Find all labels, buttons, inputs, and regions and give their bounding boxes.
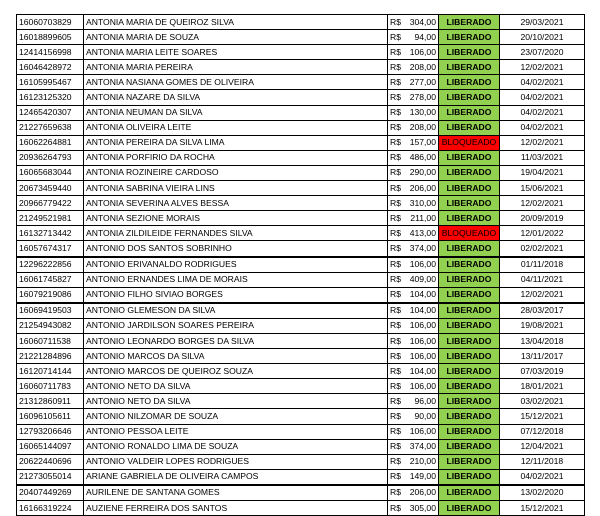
amount-cell [388, 150, 439, 165]
status-badge: LIBERADO [439, 303, 500, 319]
date-cell: 19/04/2021 [500, 165, 585, 180]
amount-cell [388, 90, 439, 105]
table-row [17, 105, 585, 120]
id-cell: 16060711783 [17, 379, 84, 394]
name-cell: ANTONIO NETO DA SILVA [84, 394, 388, 409]
table-row [17, 30, 585, 45]
id-cell: 21273055014 [17, 469, 84, 485]
currency-symbol: R$ [390, 46, 401, 57]
id-cell: 16062264881 [17, 135, 84, 150]
date-cell: 03/02/2021 [500, 394, 585, 409]
date-cell: 04/02/2021 [500, 469, 585, 485]
amount-cell [388, 485, 439, 501]
table-row [17, 120, 585, 135]
id-cell: 16060711538 [17, 333, 84, 348]
amount-cell [388, 181, 439, 196]
amount-cell [388, 318, 439, 333]
table-row [17, 364, 585, 379]
id-cell: 16060703829 [17, 15, 84, 30]
name-cell: ANTONIO PESSOA LEITE [84, 424, 388, 439]
currency-symbol: R$ [390, 410, 401, 421]
table-row [17, 241, 585, 257]
amount-value: 106,00 [409, 320, 436, 331]
id-cell: 12414156998 [17, 45, 84, 60]
amount-cell [388, 379, 439, 394]
amount-cell [388, 394, 439, 409]
currency-symbol: R$ [390, 259, 401, 270]
status-badge: LIBERADO [439, 379, 500, 394]
name-cell: ANTONIA SEZIONE MORAIS [84, 211, 388, 226]
name-cell: ANTONIO NILZOMAR DE SOUZA [84, 409, 388, 424]
status-badge: LIBERADO [439, 45, 500, 60]
table-row [17, 211, 585, 226]
date-cell: 04/02/2021 [500, 90, 585, 105]
currency-symbol: R$ [390, 456, 401, 467]
table-row [17, 90, 585, 105]
amount-value: 206,00 [409, 182, 436, 193]
amount-value: 374,00 [409, 242, 436, 253]
amount-cell [388, 303, 439, 319]
date-cell: 12/11/2018 [500, 454, 585, 469]
currency-symbol: R$ [390, 167, 401, 178]
status-badge: BLOQUEADO [439, 135, 500, 150]
status-badge: LIBERADO [439, 287, 500, 303]
date-cell: 01/11/2018 [500, 257, 585, 273]
id-cell: 21254943082 [17, 318, 84, 333]
name-cell: ANTONIA ROZINEIRE CARDOSO [84, 165, 388, 180]
date-cell: 20/10/2021 [500, 30, 585, 45]
id-cell: 20936264793 [17, 150, 84, 165]
amount-value: 206,00 [409, 487, 436, 498]
amount-value: 94,00 [414, 31, 436, 42]
date-cell: 04/11/2021 [500, 272, 585, 287]
id-cell: 16132713442 [17, 226, 84, 241]
currency-symbol: R$ [390, 426, 401, 437]
id-cell: 20407449269 [17, 485, 84, 501]
table-row [17, 318, 585, 333]
amount-cell [388, 196, 439, 211]
currency-symbol: R$ [390, 487, 401, 498]
status-badge: LIBERADO [439, 105, 500, 120]
date-cell: 15/12/2021 [500, 409, 585, 424]
date-cell: 13/11/2017 [500, 349, 585, 364]
currency-symbol: R$ [390, 92, 401, 103]
currency-symbol: R$ [390, 76, 401, 87]
table-row [17, 196, 585, 211]
amount-value: 96,00 [414, 395, 436, 406]
status-badge: LIBERADO [439, 30, 500, 45]
amount-cell [388, 439, 439, 454]
currency-symbol: R$ [390, 61, 401, 72]
name-cell: ANTONIA MARIA PEREIRA [84, 60, 388, 75]
currency-symbol: R$ [390, 471, 401, 482]
currency-symbol: R$ [390, 320, 401, 331]
amount-cell [388, 333, 439, 348]
amount-cell [388, 30, 439, 45]
amount-value: 374,00 [409, 441, 436, 452]
table-row [17, 257, 585, 273]
date-cell: 12/02/2021 [500, 196, 585, 211]
amount-cell [388, 120, 439, 135]
amount-cell [388, 241, 439, 257]
table-row [17, 454, 585, 469]
table-row [17, 501, 585, 516]
amount-value: 106,00 [409, 46, 436, 57]
amount-value: 277,00 [409, 76, 436, 87]
status-badge: LIBERADO [439, 394, 500, 409]
name-cell: ANTONIO MARCOS DA SILVA [84, 349, 388, 364]
table-row [17, 333, 585, 348]
name-cell: ANTONIA NASIANA GOMES DE OLIVEIRA [84, 75, 388, 90]
amount-cell [388, 135, 439, 150]
date-cell: 12/02/2021 [500, 60, 585, 75]
date-cell: 12/01/2022 [500, 226, 585, 241]
date-cell: 12/02/2021 [500, 287, 585, 303]
status-badge: LIBERADO [439, 424, 500, 439]
currency-symbol: R$ [390, 441, 401, 452]
date-cell: 20/09/2019 [500, 211, 585, 226]
id-cell: 12465420307 [17, 105, 84, 120]
date-cell: 18/01/2021 [500, 379, 585, 394]
id-cell: 16018899605 [17, 30, 84, 45]
table-row [17, 135, 585, 150]
name-cell: ARIANE GABRIELA DE OLIVEIRA CAMPOS [84, 469, 388, 485]
status-badge: LIBERADO [439, 364, 500, 379]
id-cell: 12296222856 [17, 257, 84, 273]
name-cell: ANTONIO FILHO SIVIAO BORGES [84, 287, 388, 303]
amount-cell [388, 272, 439, 287]
amount-cell [388, 257, 439, 273]
amount-value: 157,00 [409, 137, 436, 148]
status-badge: LIBERADO [439, 181, 500, 196]
amount-value: 104,00 [409, 289, 436, 300]
currency-symbol: R$ [390, 212, 401, 223]
id-cell: 20966779422 [17, 196, 84, 211]
currency-symbol: R$ [390, 380, 401, 391]
status-badge: LIBERADO [439, 75, 500, 90]
status-badge: LIBERADO [439, 150, 500, 165]
currency-symbol: R$ [390, 242, 401, 253]
amount-cell [388, 364, 439, 379]
currency-symbol: R$ [390, 350, 401, 361]
name-cell: ANTONIO ERNANDES LIMA DE MORAIS [84, 272, 388, 287]
records-table-body [17, 15, 585, 516]
id-cell: 16120714144 [17, 364, 84, 379]
date-cell: 04/02/2021 [500, 75, 585, 90]
name-cell: ANTONIA SEVERINA ALVES BESSA [84, 196, 388, 211]
amount-cell [388, 105, 439, 120]
amount-cell [388, 469, 439, 485]
date-cell: 13/04/2018 [500, 333, 585, 348]
amount-cell [388, 349, 439, 364]
amount-value: 413,00 [409, 227, 436, 238]
currency-symbol: R$ [390, 395, 401, 406]
currency-symbol: R$ [390, 502, 401, 513]
name-cell: ANTONIA OLIVEIRA LEITE [84, 120, 388, 135]
status-badge: LIBERADO [439, 318, 500, 333]
amount-value: 106,00 [409, 380, 436, 391]
id-cell: 21312860911 [17, 394, 84, 409]
table-row [17, 409, 585, 424]
id-cell: 16105995467 [17, 75, 84, 90]
amount-cell [388, 226, 439, 241]
amount-value: 304,00 [409, 16, 436, 27]
amount-value: 104,00 [409, 365, 436, 376]
status-badge: LIBERADO [439, 333, 500, 348]
id-cell: 21227659638 [17, 120, 84, 135]
id-cell: 21221284896 [17, 349, 84, 364]
amount-cell [388, 15, 439, 30]
amount-value: 104,00 [409, 305, 436, 316]
id-cell: 16065683044 [17, 165, 84, 180]
name-cell: ANTONIA MARIA DE SOUZA [84, 30, 388, 45]
name-cell: ANTONIA SABRINA VIEIRA LINS [84, 181, 388, 196]
name-cell: ANTONIO MARCOS DE QUEIROZ SOUZA [84, 364, 388, 379]
id-cell: 16079219086 [17, 287, 84, 303]
status-badge: LIBERADO [439, 90, 500, 105]
name-cell: ANTONIO VALDEIR LOPES RODRIGUES [84, 454, 388, 469]
amount-value: 90,00 [414, 410, 436, 421]
currency-symbol: R$ [390, 274, 401, 285]
status-badge: LIBERADO [439, 454, 500, 469]
name-cell: AURILENE DE SANTANA GOMES [84, 485, 388, 501]
name-cell: ANTONIA PEREIRA DA SILVA LIMA [84, 135, 388, 150]
id-cell: 16046428972 [17, 60, 84, 75]
currency-symbol: R$ [390, 31, 401, 42]
date-cell: 28/03/2017 [500, 303, 585, 319]
id-cell: 12793206646 [17, 424, 84, 439]
amount-value: 106,00 [409, 259, 436, 270]
date-cell: 02/02/2021 [500, 241, 585, 257]
status-badge: LIBERADO [439, 120, 500, 135]
name-cell: ANTONIO LEONARDO BORGES DA SILVA [84, 333, 388, 348]
amount-cell [388, 60, 439, 75]
id-cell: 20673459440 [17, 181, 84, 196]
status-badge: BLOQUEADO [439, 226, 500, 241]
table-row [17, 181, 585, 196]
currency-symbol: R$ [390, 137, 401, 148]
id-cell: 16096105611 [17, 409, 84, 424]
currency-symbol: R$ [390, 365, 401, 376]
table-row [17, 287, 585, 303]
currency-symbol: R$ [390, 122, 401, 133]
date-cell: 13/02/2020 [500, 485, 585, 501]
id-cell: 16061745827 [17, 272, 84, 287]
status-badge: LIBERADO [439, 349, 500, 364]
table-row [17, 60, 585, 75]
amount-cell [388, 501, 439, 516]
currency-symbol: R$ [390, 305, 401, 316]
name-cell: ANTONIO DOS SANTOS SOBRINHO [84, 241, 388, 257]
amount-cell [388, 409, 439, 424]
amount-value: 211,00 [410, 212, 436, 223]
id-cell: 16065144097 [17, 439, 84, 454]
table-row [17, 226, 585, 241]
name-cell: ANTONIO NETO DA SILVA [84, 379, 388, 394]
amount-cell [388, 165, 439, 180]
amount-value: 305,00 [409, 502, 436, 513]
amount-value: 106,00 [409, 426, 436, 437]
name-cell: ANTONIA MARIA DE QUEIROZ SILVA [84, 15, 388, 30]
name-cell: ANTONIA NAZARE DA SILVA [84, 90, 388, 105]
currency-symbol: R$ [390, 182, 401, 193]
date-cell: 15/06/2021 [500, 181, 585, 196]
status-badge: LIBERADO [439, 15, 500, 30]
amount-cell [388, 211, 439, 226]
amount-value: 106,00 [409, 350, 436, 361]
name-cell: ANTONIA NEUMAN DA SILVA [84, 105, 388, 120]
table-row [17, 469, 585, 485]
amount-cell [388, 45, 439, 60]
table-row [17, 150, 585, 165]
table-row [17, 349, 585, 364]
id-cell: 16057674317 [17, 241, 84, 257]
amount-value: 278,00 [409, 92, 436, 103]
date-cell: 04/02/2021 [500, 105, 585, 120]
status-badge: LIBERADO [439, 469, 500, 485]
amount-cell [388, 454, 439, 469]
amount-value: 486,00 [409, 152, 436, 163]
amount-value: 208,00 [409, 122, 436, 133]
name-cell: ANTONIA MARIA LEITE SOARES [84, 45, 388, 60]
table-row [17, 165, 585, 180]
name-cell: ANTONIO RONALDO LIMA DE SOUZA [84, 439, 388, 454]
currency-symbol: R$ [390, 289, 401, 300]
table-row [17, 45, 585, 60]
amount-value: 149,00 [409, 471, 436, 482]
amount-value: 310,00 [409, 197, 436, 208]
status-badge: LIBERADO [439, 257, 500, 273]
date-cell: 15/12/2021 [500, 501, 585, 516]
table-row [17, 303, 585, 319]
status-badge: LIBERADO [439, 485, 500, 501]
date-cell: 29/03/2021 [500, 15, 585, 30]
name-cell: ANTONIO ERIVANALDO RODRIGUES [84, 257, 388, 273]
amount-value: 208,00 [409, 61, 436, 72]
status-badge: LIBERADO [439, 60, 500, 75]
table-row [17, 485, 585, 501]
amount-value: 409,00 [409, 274, 436, 285]
currency-symbol: R$ [390, 16, 401, 27]
status-badge: LIBERADO [439, 501, 500, 516]
id-cell: 16166319224 [17, 501, 84, 516]
table-row [17, 439, 585, 454]
date-cell: 19/08/2021 [500, 318, 585, 333]
amount-value: 106,00 [409, 335, 436, 346]
name-cell: ANTONIA PORFIRIO DA ROCHA [84, 150, 388, 165]
amount-cell [388, 75, 439, 90]
date-cell: 12/02/2021 [500, 135, 585, 150]
amount-value: 130,00 [409, 107, 436, 118]
status-badge: LIBERADO [439, 439, 500, 454]
amount-value: 210,00 [409, 456, 436, 467]
status-badge: LIBERADO [439, 165, 500, 180]
status-badge: LIBERADO [439, 241, 500, 257]
status-badge: LIBERADO [439, 272, 500, 287]
table-row [17, 394, 585, 409]
status-badge: LIBERADO [439, 211, 500, 226]
id-cell: 21249521981 [17, 211, 84, 226]
date-cell: 23/07/2020 [500, 45, 585, 60]
currency-symbol: R$ [390, 335, 401, 346]
currency-symbol: R$ [390, 197, 401, 208]
amount-cell [388, 287, 439, 303]
currency-symbol: R$ [390, 152, 401, 163]
records-table [16, 14, 585, 516]
name-cell: ANTONIA ZILDILEIDE FERNANDES SILVA [84, 226, 388, 241]
status-badge: LIBERADO [439, 409, 500, 424]
table-row [17, 379, 585, 394]
table-row [17, 15, 585, 30]
name-cell: AUZIENE FERREIRA DOS SANTOS [84, 501, 388, 516]
date-cell: 07/03/2019 [500, 364, 585, 379]
date-cell: 07/12/2018 [500, 424, 585, 439]
id-cell: 16069419503 [17, 303, 84, 319]
date-cell: 12/04/2021 [500, 439, 585, 454]
id-cell: 20622440696 [17, 454, 84, 469]
date-cell: 04/02/2021 [500, 120, 585, 135]
table-row [17, 424, 585, 439]
table-row [17, 75, 585, 90]
currency-symbol: R$ [390, 107, 401, 118]
amount-value: 290,00 [409, 167, 436, 178]
table-row [17, 272, 585, 287]
name-cell: ANTONIO JARDILSON SOARES PEREIRA [84, 318, 388, 333]
date-cell: 11/03/2021 [500, 150, 585, 165]
id-cell: 16123125320 [17, 90, 84, 105]
name-cell: ANTONIO GLEMESON DA SILVA [84, 303, 388, 319]
status-badge: LIBERADO [439, 196, 500, 211]
currency-symbol: R$ [390, 227, 401, 238]
amount-cell [388, 424, 439, 439]
